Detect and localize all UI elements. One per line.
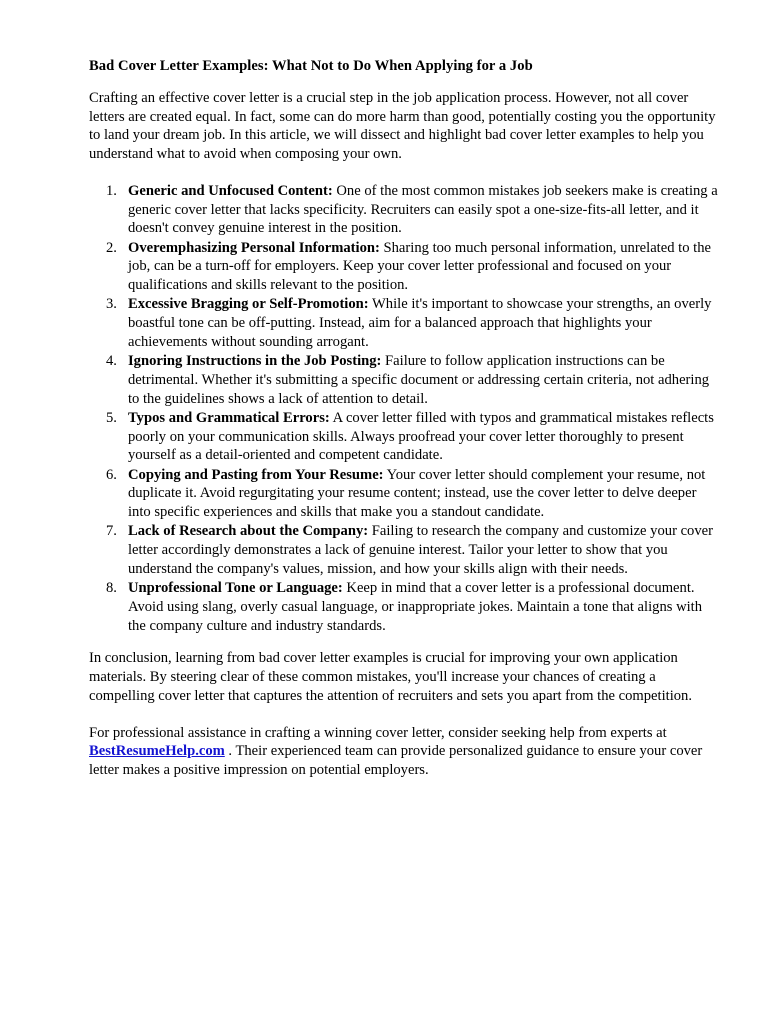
list-item-body: One of the most common mistakes job seekers make is creating a generic cover letter that lacks specificity. Recruiters can easily spot a one-size-fits-all letter, and it doesn't convey genuine interest in the position.	[128, 182, 718, 237]
list-item	[89, 579, 719, 635]
list-item-lead: Copying and Pasting from Your Resume:	[128, 466, 384, 483]
list-item-body: Sharing too much personal information, unrelated to the job, can be a turn-off for employers. Keep your cover letter professional and focused on your qualifications and skills relevant to the position.	[128, 239, 711, 294]
list-item	[89, 295, 719, 351]
list-item	[89, 239, 719, 295]
list-item-lead: Unprofessional Tone or Language:	[128, 580, 343, 597]
conclusion-paragraph: In conclusion, learning from bad cover letter examples is crucial for improving your own application materials. By steering clear of these common mistakes, you'll increase your chances of creating a compelling cover letter that captures the attention of recruiters and sets you apart from the competition.	[89, 650, 692, 704]
list-item-lead: Lack of Research about the Company:	[128, 523, 369, 540]
list-item-lead: Generic and Unfocused Content:	[128, 182, 333, 199]
list-item-body: Failing to research the company and customize your cover letter accordingly demonstrates a lack of genuine interest. Tailor your letter to show that you understand the company's values, mission, and how your skills align with their needs.	[128, 523, 713, 577]
list-item-lead: Excessive Bragging or Self-Promotion:	[128, 296, 369, 313]
closing-paragraph	[89, 724, 719, 780]
list-item-body: Failure to follow application instructions can be detrimental. Whether it's submitting a specific document or addressing certain criteria, not adhering to the guidelines shows a lack of attention to detail.	[128, 353, 710, 407]
bestresumehelp-link[interactable]: BestResumeHelp.com	[89, 743, 225, 760]
list-item-body: Keep in mind that a cover letter is a professional document. Avoid using slang, overly casual language, or inappropriate jokes. Maintain a tone that aligns with the company culture and industry standards.	[128, 580, 703, 634]
list-item	[89, 182, 719, 238]
intro-paragraph: Crafting an effective cover letter is a crucial step in the job application process. However, not all cover letters are created equal. In fact, some can do more harm than good, potentially costing you the opportunity to land your dream job. In this article, we will dissect and highlight bad cover letter examples to help you understand what to avoid when composing your own.	[89, 89, 716, 163]
bad-examples-list	[89, 182, 719, 636]
closing-text-after-link: . Their experienced team can provide personalized guidance to ensure your cover letter makes a positive impression on potential employers.	[89, 743, 703, 779]
list-item-body: Your cover letter should complement your resume, not duplicate it. Avoid regurgitating your resume content; instead, use the cover letter to delve deeper into specific experiences and skills that make you a standout candidate.	[128, 466, 706, 521]
list-item	[89, 522, 719, 578]
document-body	[89, 57, 719, 798]
list-item	[89, 352, 719, 408]
list-item-lead: Typos and Grammatical Errors:	[128, 409, 330, 426]
list-item	[89, 409, 719, 465]
list-item-body: While it's important to showcase your strengths, an overly boastful tone can be off-putting. Instead, aim for a balanced approach that highlights your achievements without sounding arrogant.	[128, 296, 712, 350]
list-item-body: A cover letter filled with typos and grammatical mistakes reflects poorly on your communication skills. Always proofread your cover letter thoroughly to present yourself as a detail-oriented and competent candidate.	[128, 409, 714, 464]
list-item-lead: Overemphasizing Personal Information:	[128, 239, 380, 256]
list-item-lead: Ignoring Instructions in the Job Posting:	[128, 353, 382, 370]
closing-text-before-link: For professional assistance in crafting a winning cover letter, consider seeking help from experts at	[89, 724, 667, 741]
page-title: Bad Cover Letter Examples: What Not to Do When Applying for a Job	[89, 58, 533, 74]
list-item	[89, 466, 719, 522]
